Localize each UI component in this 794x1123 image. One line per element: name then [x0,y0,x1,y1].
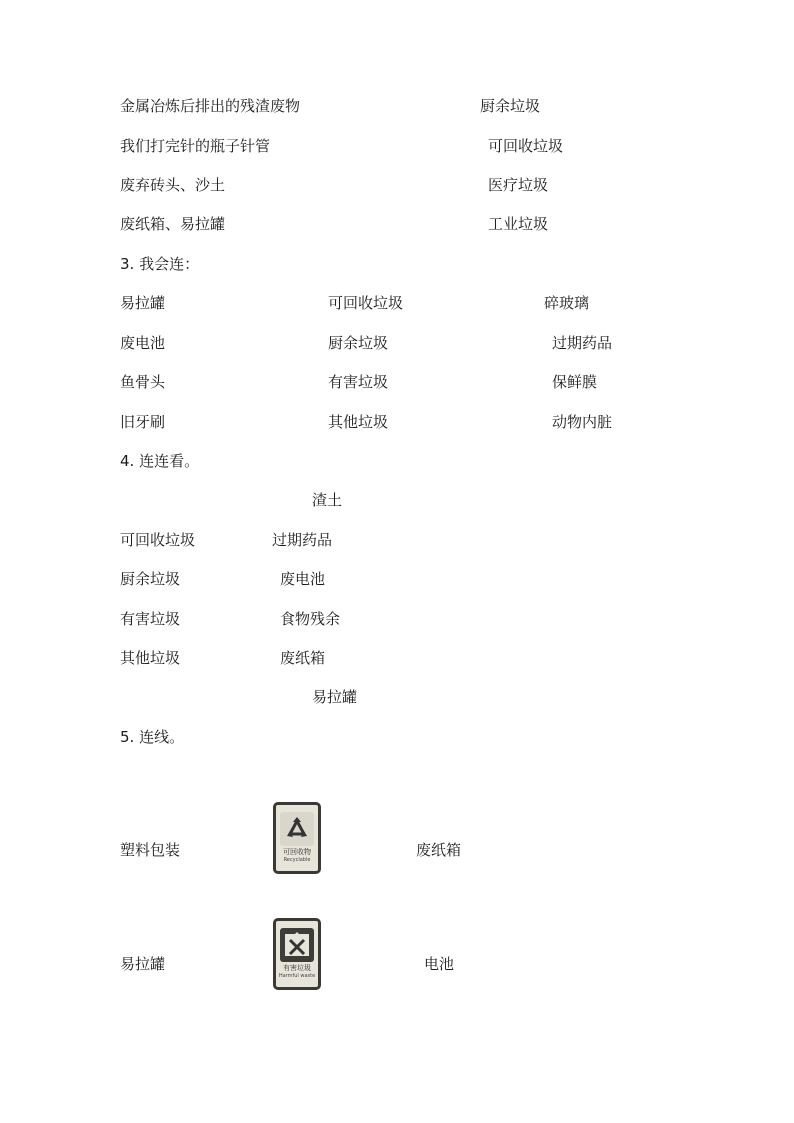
q3-col1-item: 鱼骨头 [120,373,166,391]
q2-right-item: 厨余垃圾 [480,97,541,115]
q5-left-item: 塑料包装 [120,841,181,859]
q5-title: 5. 连线。 [120,728,185,746]
q3-title: 3. 我会连： [120,255,200,273]
q5-left-item: 易拉罐 [120,955,166,973]
q2-right-item: 工业垃圾 [488,215,549,233]
harmful-waste-sign [273,918,321,990]
q4-right-item: 废电池 [280,570,326,588]
recycle-icon [280,812,314,846]
q3-col2-item: 有害垃圾 [328,373,389,391]
q3-col3-item: 动物内脏 [552,413,613,431]
q2-left-item: 我们打完针的瓶子针管 [120,137,271,155]
q4-left-item: 其他垃圾 [120,649,181,667]
q3-col2-item: 厨余垃圾 [328,334,389,352]
q3-col1-item: 易拉罐 [120,294,166,312]
q3-col2-item: 其他垃圾 [328,413,389,431]
q3-col1-item: 旧牙刷 [120,413,166,431]
harmful-waste-sign-label: 有害垃圾 [283,964,311,972]
harmful-waste-sign-label-en: Harmful waste [278,973,316,979]
q4-right-item: 废纸箱 [280,649,326,667]
q3-col3-item: 碎玻璃 [544,294,590,312]
q4-left-item: 有害垃圾 [120,610,181,628]
q3-col3-item: 过期药品 [552,334,613,352]
q3-col3-item: 保鲜膜 [552,373,598,391]
q2-right-item: 可回收垃圾 [488,137,564,155]
q5-right-item: 废纸箱 [416,841,462,859]
q3-col2-item: 可回收垃圾 [328,294,404,312]
q2-left-item: 金属冶炼后排出的残渣废物 [120,97,301,115]
recyclable-sign [273,802,321,874]
q2-left-item: 废弃砖头、沙土 [120,176,226,194]
q4-right-item: 食物残余 [280,610,341,628]
q4-right-item: 过期药品 [272,531,333,549]
recyclable-sign-label-en: Recyclable [283,857,311,863]
q4-left-item: 可回收垃圾 [120,531,196,549]
q3-col1-item: 废电池 [120,334,166,352]
q2-right-item: 医疗垃圾 [488,176,549,194]
harmful-waste-icon [280,928,314,962]
q5-right-item: 电池 [424,955,455,973]
q4-top-item: 渣土 [312,491,343,509]
recyclable-sign-label: 可回收物 [283,848,311,856]
q2-left-item: 废纸箱、易拉罐 [120,215,226,233]
q4-title: 4. 连连看。 [120,452,200,470]
q4-left-item: 厨余垃圾 [120,570,181,588]
q4-bottom-item: 易拉罐 [312,688,358,706]
